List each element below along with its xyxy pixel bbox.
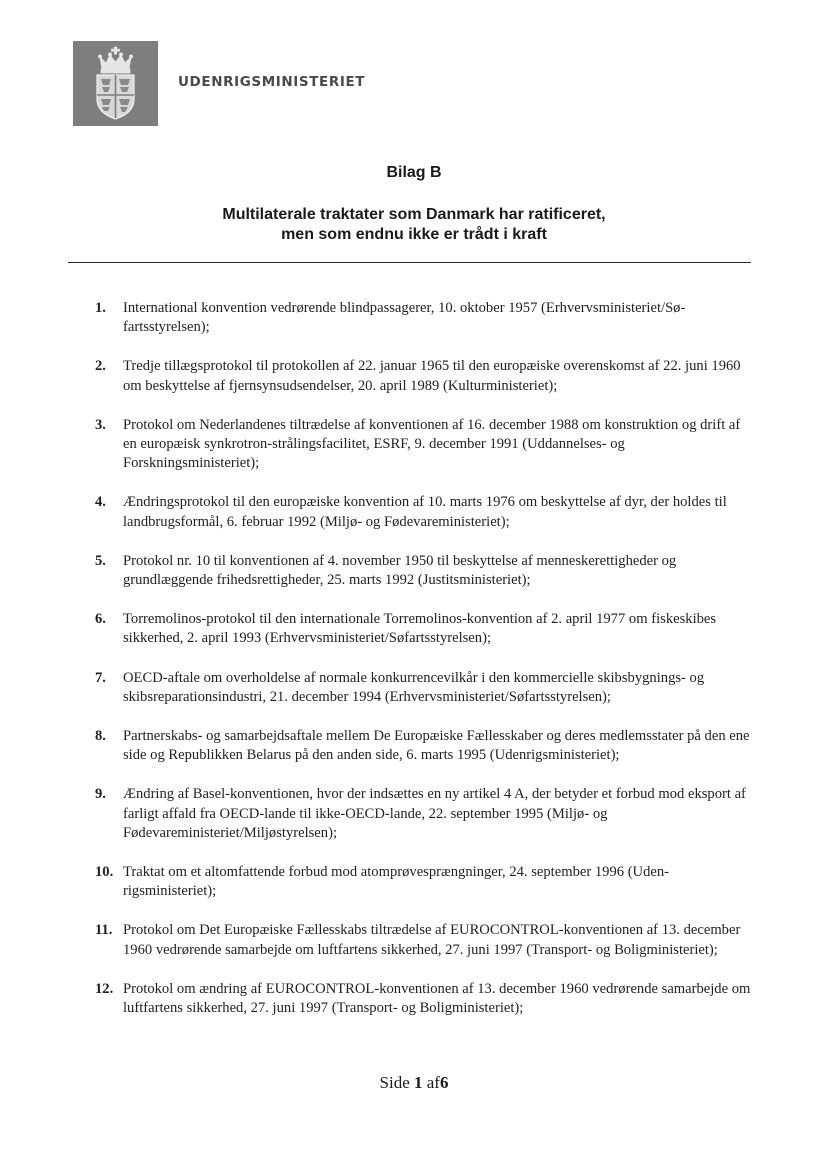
item-text: Tredje tillægsprotokol til protokollen af 22. januar 1965 til den europæiske overenskomst af 22. juni 1960 om beskyttelse af fjernsynsudsendelser, 20. april 1989 (Kulturministeriet); [123, 358, 741, 394]
document-title [0, 205, 828, 245]
title-line-2: men som endnu ikke er trådt i kraft [281, 226, 547, 243]
list-item [95, 727, 755, 765]
list-item [95, 669, 755, 707]
item-number: 10. [95, 864, 114, 881]
title-divider [68, 262, 751, 263]
crown-shield-icon [73, 41, 158, 126]
list-item [95, 921, 755, 959]
item-number: 6. [95, 611, 106, 628]
item-text: Protokol nr. 10 til konventionen af 4. november 1950 til beskyttelse af menneskerettigheder og grundlæggende frihedsrettigheder, 25. marts 1992 (Justitsministeriet); [123, 552, 677, 589]
item-number: 8. [95, 728, 106, 745]
list-item [95, 785, 755, 843]
item-number: 4. [95, 494, 106, 511]
list-item [95, 552, 755, 590]
list-item [95, 357, 755, 395]
item-text: Traktat om et altomfattende forbud mod atomprøvesprængninger, 24. september 1996 (Udenrigsministeriet); [123, 864, 670, 900]
ministry-name: UDENRIGSMINISTERIET [178, 74, 366, 90]
list-item [95, 416, 755, 474]
item-text: Torremolinos-protokol til den internationale Torremolinos-konvention af 2. april 1977 om fiskeskibes sikkerhed, 2. april 1993 (Erhvervsministeriet/Søfartsstyrelsen); [123, 611, 717, 647]
item-number: 11. [95, 922, 113, 939]
current-page: 1 [414, 1073, 423, 1092]
list-item [95, 493, 755, 531]
item-text: Ændring af Basel-konventionen, hvor der indsættes en ny artikel 4 A, der betyder et forbud mod eksport af farligt affald fra OECD-lande til ikke-OECD-lande, 22. september 1995 (Miljø- og Fødevareministeriet/Miljøstyrelsen); [123, 786, 746, 841]
page-number-footer [0, 1073, 828, 1093]
footer-prefix: Side [379, 1073, 410, 1092]
item-text: International konvention vedrørende blindpassagerer, 10. oktober 1957 (Erhvervsministeriet/Søfartsstyrelsen); [123, 300, 686, 336]
item-text: Protokol om Det Europæiske Fællesskabs tiltrædelse af EUROCONTROL-konventionen af 13. december 1960 vedrørende samarbejde om luftfartens sikkerhed, 27. juni 1997 (Transport- og Boligministeriet); [123, 922, 741, 958]
item-number: 2. [95, 358, 106, 375]
item-number: 7. [95, 669, 106, 686]
list-item [95, 610, 755, 648]
item-number: 3. [95, 416, 106, 433]
item-text: Partnerskabs- og samarbejdsaftale mellem De Europæiske Fællesskaber og deres medlemsstater på den ene side og Republikken Belarus på den anden side, 6. marts 1995 (Udenrigsministeriet); [123, 728, 750, 764]
item-text: Protokol om ændring af EUROCONTROL-konventionen af 13. december 1960 vedrørende samarbejde om luftfartens sikkerhed, 27. juni 1997 (Transport- og Boligministeriet); [123, 980, 751, 1017]
total-pages: 6 [439, 1073, 449, 1092]
title-line-1: Multilaterale traktater som Danmark har ratificeret, [222, 206, 606, 223]
treaty-list [95, 299, 755, 1018]
coat-of-arms-logo [73, 41, 158, 126]
item-number: 1. [95, 300, 106, 316]
item-text: OECD-aftale om overholdelse af normale konkurrencevilkår i den kommercielle skibsbygnings- og skibsreparationsindustri, 21. december 1994 (Erhvervsministeriet/Søfartsstyrelsen); [123, 669, 705, 705]
item-text: Protokol om Nederlandenes tiltrædelse af konventionen af 16. december 1988 om konstruktion og drift af en europæisk synkrotron-strålingsfacilitet, ESRF, 9. december 1991 (Uddannelses- og Forskningsministeriet); [123, 416, 741, 472]
item-text: Ændringsprotokol til den europæiske konvention af 10. marts 1976 om beskyttelse af dyr, der holdes til landbrugsformål, 6. februar 1992 (Miljø- og Fødevareministeriet); [123, 494, 727, 530]
item-number: 5. [95, 552, 106, 569]
list-item [95, 980, 755, 1018]
footer-middle: af [426, 1073, 440, 1092]
list-item [95, 299, 755, 337]
list-item [95, 863, 755, 901]
appendix-label: Bilag B [386, 164, 442, 181]
item-number: 12. [95, 980, 114, 997]
item-number: 9. [95, 786, 106, 803]
